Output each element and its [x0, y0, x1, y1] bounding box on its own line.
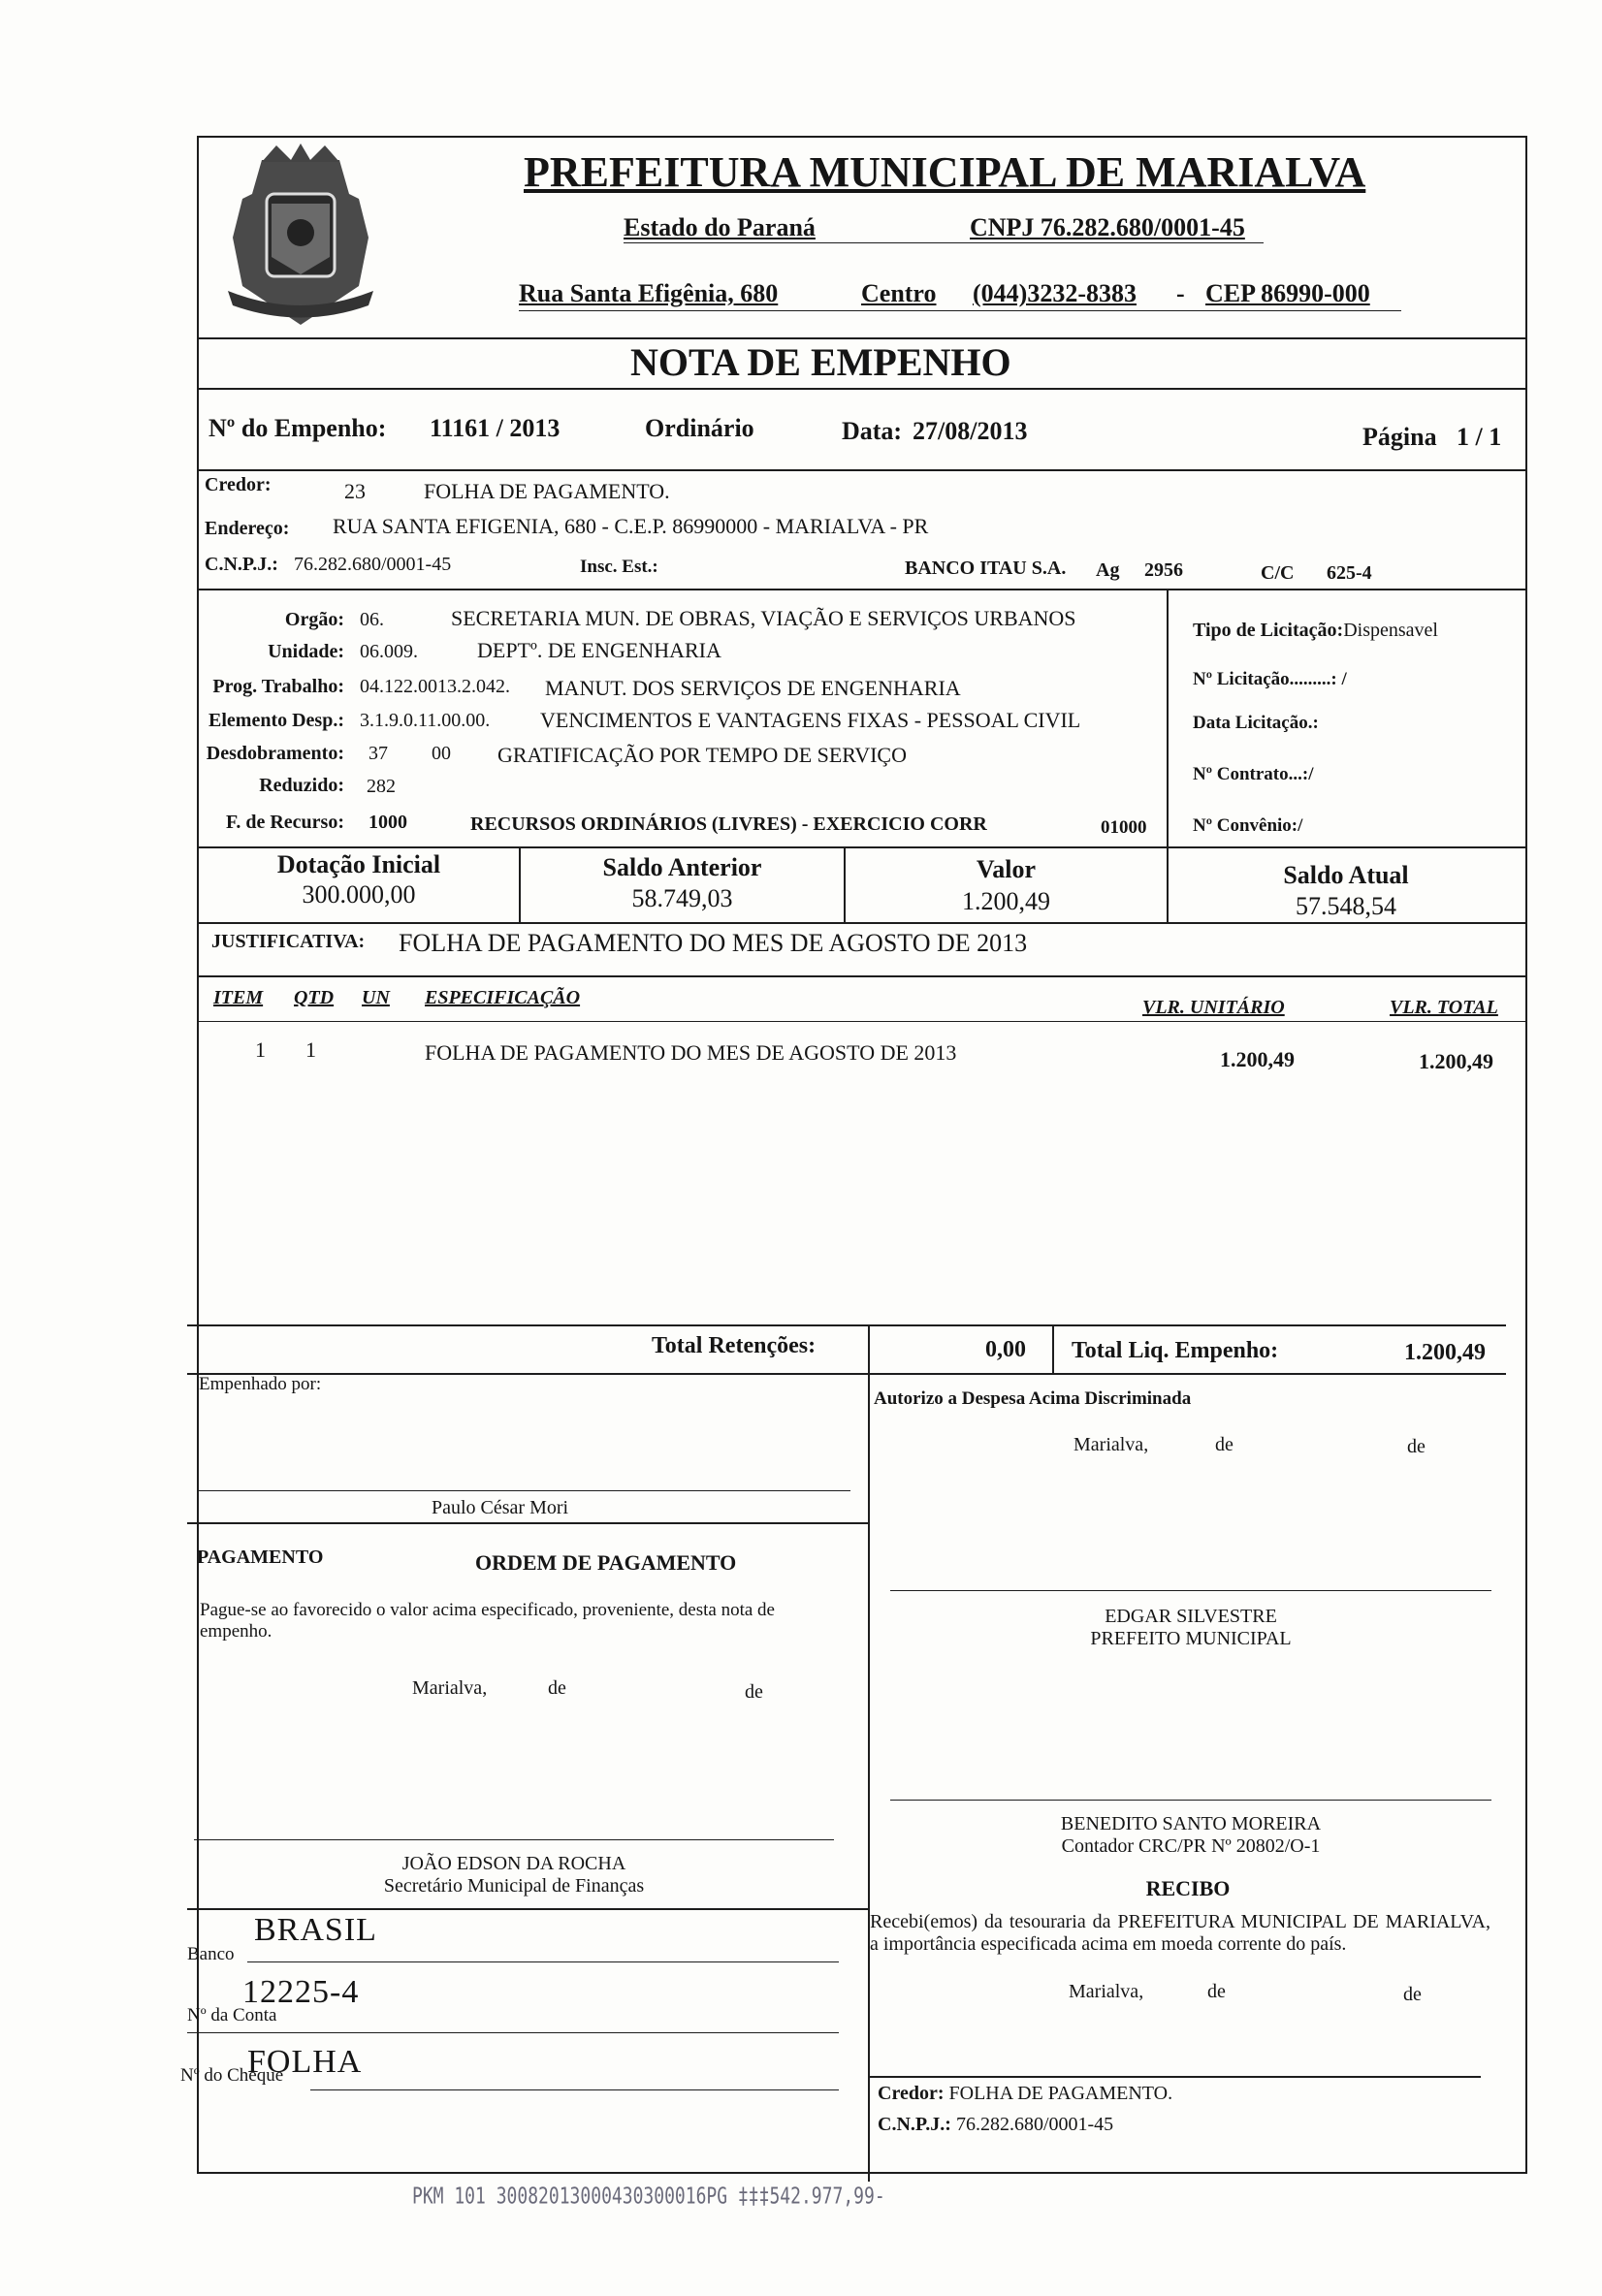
prefeito-signature-line: [890, 1590, 1491, 1591]
row-especificacao: FOLHA DE PAGAMENTO DO MES DE AGOSTO DE 2013: [425, 1040, 957, 1065]
reduzido-value: 282: [367, 776, 396, 797]
prog-trabalho-code: 04.122.0013.2.042.: [360, 676, 510, 697]
tipo-licitacao-value: Dispensavel: [1343, 620, 1438, 641]
pagamento-text: Pague-se ao favorecido o valor acima especificado, proveniente, desta nota de empenho.: [200, 1600, 775, 1642]
divider-balances: [197, 922, 1525, 924]
unidade-label: Unidade:: [268, 641, 344, 662]
total-liquido-value: 1.200,49: [1404, 1340, 1486, 1365]
desdobramento-b: 00: [432, 743, 451, 764]
contador-title: Contador CRC/PR Nº 20802/O-1: [1061, 1835, 1321, 1857]
divider-justificativa: [197, 975, 1525, 977]
desdobramento-label: Desdobramento:: [206, 743, 344, 764]
pagamento-label: PAGAMENTO: [197, 1547, 324, 1568]
recibo-cnpj: [878, 2114, 1113, 2136]
dotacao-value: 300.000,00: [302, 880, 416, 909]
account-number: 625-4: [1327, 562, 1372, 584]
divider-totals-top: [187, 1324, 1506, 1326]
banco-label: Banco: [187, 1944, 235, 1964]
col-especificacao: ESPECIFICAÇÃO: [425, 987, 581, 1008]
credor-name: FOLHA DE PAGAMENTO.: [424, 479, 670, 503]
cheque-label: Nº do Cheque: [180, 2065, 284, 2086]
recibo-city: Marialva,: [1069, 1981, 1144, 2002]
tipo-licitacao-label-text: Tipo de Licitação:: [1193, 620, 1344, 641]
col-vlr-unitario: VLR. UNITÁRIO: [1142, 997, 1285, 1018]
recibo-signature-line: [870, 2076, 1481, 2078]
justificativa-label: JUSTIFICATIVA:: [211, 931, 366, 952]
date-label: Data:: [842, 417, 903, 445]
secretario-title: Secretário Municipal de Finanças: [383, 1875, 645, 1897]
total-liquido-label: Total Liq. Empenho:: [1072, 1338, 1279, 1363]
recibo-cnpj-label: C.N.P.J.:: [878, 2114, 951, 2135]
header-separator: -: [1176, 279, 1185, 307]
divider-items-header: [197, 1021, 1525, 1022]
document-title: NOTA DE EMPENHO: [630, 340, 1011, 384]
reduzido-label: Reduzido:: [259, 775, 344, 796]
header-underline-2: [519, 310, 1401, 311]
table-row: [197, 1028, 1523, 1076]
fonte-recurso-name: RECURSOS ORDINÁRIOS (LIVRES) - EXERCICIO CORR: [470, 813, 987, 835]
recibo-text: Recebi(emos) da tesouraria da PREFEITURA MUNICIPAL DE MARIALVA, a importância especificada acima em moeda corrente do país.: [870, 1911, 1490, 1955]
licitacao-date: Data Licitação.:: [1193, 713, 1319, 733]
header-underline-1: [624, 242, 1264, 243]
unidade-code: 06.009.: [360, 641, 418, 662]
recibo-de-1: de: [1207, 1981, 1226, 2002]
pagamento-city: Marialva,: [412, 1677, 488, 1699]
row-item: 1: [255, 1037, 266, 1062]
autorizo-text: Autorizo a Despesa Acima Discriminada: [874, 1388, 1192, 1409]
valor-value: 1.200,49: [962, 887, 1050, 915]
divider-title: [197, 388, 1525, 390]
autorizo-city: Marialva,: [1073, 1434, 1149, 1455]
divider-totals-1: [868, 1324, 870, 1373]
dotacao-label: Dotação Inicial: [276, 850, 441, 878]
secretario-signature-line: [194, 1839, 834, 1840]
autorizo-de-2: de: [1407, 1436, 1426, 1457]
empenhado-label: Empenhado por:: [199, 1374, 322, 1394]
empenho-number: 11161 / 2013: [430, 414, 561, 442]
elemento-label: Elemento Desp.:: [208, 710, 344, 731]
agency-label: Ag: [1096, 559, 1120, 581]
divider-pagamento-top: [187, 1522, 870, 1524]
credor-cnpj: 76.282.680/0001-45: [294, 554, 452, 575]
contrato-number: Nº Contrato...:/: [1193, 764, 1314, 784]
credor-label: Credor:: [205, 474, 272, 495]
licitacao-number: Nº Licitação.........: /: [1193, 669, 1347, 689]
prefeito-name: EDGAR SILVESTRE: [1105, 1606, 1277, 1627]
saldo-anterior-value: 58.749,03: [631, 884, 733, 912]
total-retencoes-label: Total Retenções:: [652, 1333, 817, 1358]
contador-signature-line: [890, 1800, 1491, 1801]
address-label: Endereço:: [205, 518, 290, 539]
col-item: ITEM: [213, 987, 264, 1008]
empenhado-name: Paulo César Mori: [432, 1497, 569, 1518]
bank-authentication-stamp: PKM 101 30082013000430300016PG ‡‡‡542.977,99-: [412, 2183, 885, 2211]
prog-trabalho-name: MANUT. DOS SERVIÇOS DE ENGENHARIA: [545, 676, 961, 700]
cep-label: CEP 86990-000: [1205, 279, 1370, 307]
desdobramento-a: 37: [368, 743, 388, 764]
recibo-cnpj-value: 76.282.680/0001-45: [955, 2114, 1114, 2135]
elemento-name: VENCIMENTOS E VANTAGENS FIXAS - PESSOAL CIVIL: [540, 708, 1081, 732]
divider-licitacao-vertical: [1167, 589, 1169, 848]
banco-handwritten: BRASIL: [254, 1912, 377, 1948]
desdobramento-name: GRATIFICAÇÃO POR TEMPO DE SERVIÇO: [497, 743, 907, 767]
autorizo-de-1: de: [1215, 1434, 1234, 1455]
divider-signature-vertical: [868, 1373, 870, 2182]
recibo-credor-name: FOLHA DE PAGAMENTO.: [948, 2083, 1173, 2104]
credor-code: 23: [344, 479, 366, 503]
account-label: C/C: [1261, 562, 1295, 584]
divider-totals-bottom: [187, 1373, 1506, 1375]
agency-number: 2956: [1144, 559, 1183, 581]
orgao-label: Orgão:: [284, 609, 344, 630]
cheque-handwritten: FOLHA: [247, 2044, 363, 2080]
orgao-name: SECRETARIA MUN. DE OBRAS, VIAÇÃO E SERVIÇOS URBANOS: [451, 606, 1076, 630]
cheque-line: [310, 2089, 839, 2090]
contador-name: BENEDITO SANTO MOREIRA: [1060, 1813, 1322, 1834]
saldo-atual-label: Saldo Atual: [1283, 861, 1409, 889]
cnpj-header: CNPJ 76.282.680/0001-45: [970, 213, 1245, 241]
pagamento-de-1: de: [548, 1677, 566, 1699]
valor-label: Valor: [976, 855, 1037, 883]
fonte-recurso-code2: 01000: [1101, 817, 1147, 838]
banco-line: [247, 1961, 839, 1962]
fonte-recurso-code: 1000: [368, 812, 407, 833]
convenio-number: Nº Convênio:/: [1193, 815, 1303, 836]
page-number: 1 / 1: [1457, 423, 1502, 451]
phone-label: (044)3232-8383: [973, 279, 1137, 307]
fonte-recurso-label: F. de Recurso:: [225, 812, 344, 833]
empenhado-signature-line: [199, 1490, 850, 1491]
col-qtd: QTD: [294, 987, 335, 1008]
insc-est-label: Insc. Est.:: [580, 557, 658, 577]
empenho-number-label: Nº do Empenho:: [208, 414, 387, 442]
total-retencoes-value: 0,00: [985, 1337, 1026, 1362]
recibo-credor: [878, 2083, 1172, 2105]
recibo-title: RECIBO: [1145, 1876, 1231, 1900]
divider-totals-2: [1052, 1324, 1054, 1373]
recibo-de-2: de: [1403, 1984, 1422, 2005]
empenho-type: Ordinário: [645, 414, 754, 442]
page-label: Página: [1362, 423, 1437, 451]
coat-of-arms-logo: [204, 141, 398, 335]
prog-trabalho-label: Prog. Trabalho:: [212, 676, 344, 697]
divider-budget: [197, 846, 1525, 848]
credor-address: RUA SANTA EFIGENIA, 680 - C.E.P. 86990000 - MARIALVA - PR: [333, 514, 929, 538]
conta-label: Nº da Conta: [187, 2005, 277, 2025]
saldo-anterior-label: Saldo Anterior: [602, 853, 762, 881]
elemento-code: 3.1.9.0.11.00.00.: [360, 710, 491, 731]
orgao-code: 06.: [360, 609, 384, 630]
conta-handwritten: 12225-4: [242, 1974, 360, 2010]
district-label: Centro: [861, 279, 937, 307]
tipo-licitacao-label: [1193, 620, 1438, 642]
divider-empenho: [197, 469, 1525, 471]
recibo-credor-label: Credor:: [878, 2083, 945, 2104]
col-un: UN: [362, 987, 390, 1008]
saldo-atual-value: 57.548,54: [1296, 892, 1396, 920]
state-label: Estado do Paraná: [624, 213, 816, 241]
justificativa-text: FOLHA DE PAGAMENTO DO MES DE AGOSTO DE 2013: [399, 929, 1028, 957]
row-vlr-total: 1.200,49: [1419, 1049, 1493, 1073]
row-vlr-unitario: 1.200,49: [1220, 1047, 1295, 1071]
secretario-name: JOÃO EDSON DA ROCHA: [401, 1853, 626, 1874]
prefeito-title: PREFEITO MUNICIPAL: [1090, 1628, 1292, 1649]
ordem-pagamento-title: ORDEM DE PAGAMENTO: [475, 1550, 737, 1575]
divider-banco-top: [187, 1908, 870, 1910]
col-vlr-total: VLR. TOTAL: [1390, 997, 1498, 1018]
empenho-date: 27/08/2013: [913, 417, 1028, 445]
conta-line: [187, 2032, 839, 2033]
divider-credor: [197, 589, 1525, 590]
prefeitura-title: PREFEITURA MUNICIPAL DE MARIALVA: [524, 148, 1366, 196]
street-label: Rua Santa Efigênia, 680: [519, 279, 779, 307]
row-qtd: 1: [305, 1037, 316, 1062]
unidade-name: DEPTº. DE ENGENHARIA: [477, 638, 721, 662]
bank-name: BANCO ITAU S.A.: [905, 558, 1067, 579]
credor-cnpj-label: C.N.P.J.:: [205, 554, 278, 575]
pagamento-de-2: de: [745, 1681, 763, 1703]
